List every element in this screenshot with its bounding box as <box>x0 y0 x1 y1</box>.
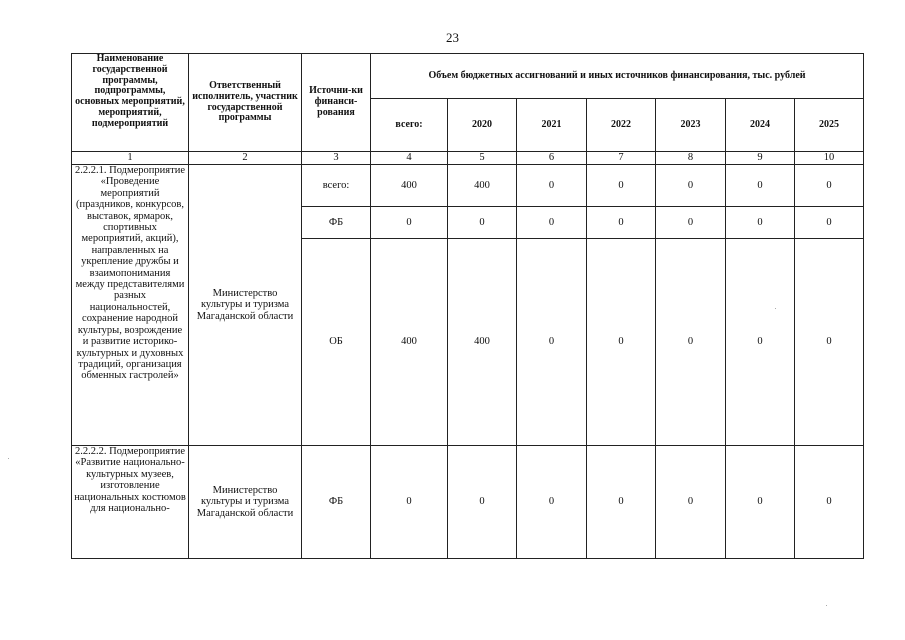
row-name-cell: 2.2.2.1. Подмероприятие «Проведение мероприятий (праздников, конкурсов, выставок, ярмарок, спортивных мероприятий, акций), направленных на укрепление дружбы и взаимопонимания между представителями разных национальностей, сохранение народной культуры, возрождение и развитие историко-культурных и духовных традиций, организация обменных гастролей» <box>72 165 189 446</box>
value-cell: 0 <box>448 446 517 559</box>
header-source: Источни-ки финанси-рования <box>302 54 371 152</box>
value-cell: 400 <box>371 165 448 207</box>
column-number: 6 <box>517 152 587 165</box>
source-cell: ФБ <box>302 446 371 559</box>
value-cell: 0 <box>448 207 517 239</box>
value-cell: 0 <box>587 165 656 207</box>
value-cell: 400 <box>448 165 517 207</box>
value-cell: 0 <box>587 239 656 446</box>
value-cell: 0 <box>587 207 656 239</box>
header-year: 2024 <box>726 99 795 152</box>
column-number: 3 <box>302 152 371 165</box>
column-number: 7 <box>587 152 656 165</box>
page-number: 23 <box>446 30 459 45</box>
scan-speck <box>8 458 9 459</box>
row-responsible-cell: Министерство культуры и туризма Магаданской области <box>189 446 302 559</box>
header-responsible: Ответственный исполнитель, участник государственной программы <box>189 54 302 152</box>
column-number: 10 <box>795 152 864 165</box>
header-name: Наименование государственной программы, подпрограммы, основных мероприятий, мероприятий, подмероприятий <box>72 54 189 152</box>
value-cell: 0 <box>795 165 864 207</box>
header-year: 2023 <box>656 99 726 152</box>
header-volume: Объем бюджетных ассигнований и иных источников финансирования, тыс. рублей <box>371 54 864 99</box>
value-cell: 0 <box>726 207 795 239</box>
value-cell: 0 <box>656 239 726 446</box>
value-cell: 0 <box>656 165 726 207</box>
value-cell: 0 <box>726 446 795 559</box>
column-number: 9 <box>726 152 795 165</box>
value-cell: 0 <box>517 446 587 559</box>
source-cell: всего: <box>302 165 371 207</box>
header-year: 2025 <box>795 99 864 152</box>
value-cell: 0 <box>656 446 726 559</box>
column-number: 2 <box>189 152 302 165</box>
source-cell: ФБ <box>302 207 371 239</box>
table-row <box>72 165 864 207</box>
value-cell: 0 <box>726 239 795 446</box>
source-cell: ОБ <box>302 239 371 446</box>
value-cell: 0 <box>587 446 656 559</box>
table-row <box>72 446 864 559</box>
budget-table <box>71 53 864 559</box>
value-cell: 0 <box>795 446 864 559</box>
scan-speck <box>826 605 827 606</box>
value-cell: 0 <box>517 207 587 239</box>
row-name-cell: 2.2.2.2. Подмероприятие «Развитие национально-культурных музеев, изготовление национальных костюмов для национально- <box>72 446 189 559</box>
value-cell: 0 <box>517 239 587 446</box>
header-year: 2022 <box>587 99 656 152</box>
row-responsible-cell: Министерство культуры и туризма Магаданской области <box>189 165 302 446</box>
column-number: 4 <box>371 152 448 165</box>
column-number: 5 <box>448 152 517 165</box>
value-cell: 0 <box>371 446 448 559</box>
value-cell: 0 <box>656 207 726 239</box>
value-cell: 400 <box>448 239 517 446</box>
value-cell: 0 <box>726 165 795 207</box>
value-cell: 0 <box>517 165 587 207</box>
column-number-row <box>72 152 864 165</box>
scan-speck <box>775 308 776 309</box>
value-cell: 0 <box>795 207 864 239</box>
value-cell: 0 <box>795 239 864 446</box>
header-total: всего: <box>371 99 448 152</box>
header-year: 2021 <box>517 99 587 152</box>
value-cell: 400 <box>371 239 448 446</box>
column-number: 8 <box>656 152 726 165</box>
column-number: 1 <box>72 152 189 165</box>
header-year: 2020 <box>448 99 517 152</box>
value-cell: 0 <box>371 207 448 239</box>
